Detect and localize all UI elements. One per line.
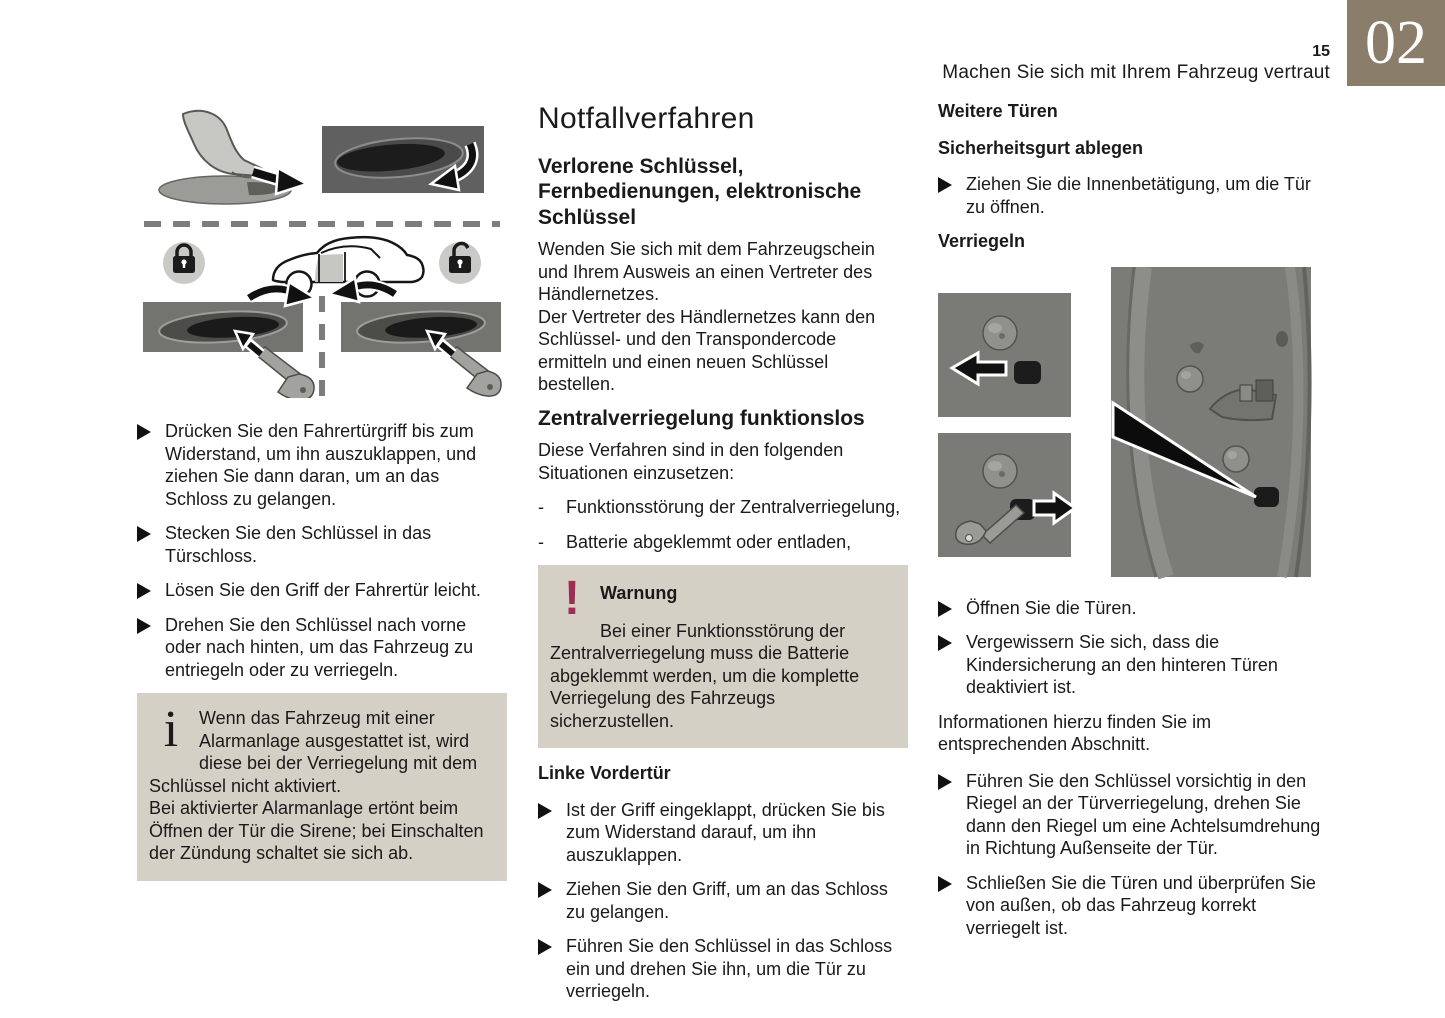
front-door-instructions (538, 799, 908, 1003)
bullet-arrow-icon (137, 420, 165, 510)
list-item (538, 496, 908, 519)
body-text: Informationen hierzu finden Sie im entsprechenden Abschnitt. (938, 711, 1212, 754)
list-item (137, 420, 507, 510)
warning-text: Bei einer Funktionsstörung der Zentralverriegelung muss die Batterie abgeklemmt werden, um die komplette Verriegelung des Fahrzeugs sicherzustellen. (550, 620, 860, 731)
list-item (538, 935, 908, 1003)
page-number: 15 (1312, 43, 1330, 60)
chapter-number: 02 (1365, 9, 1427, 77)
right-column (938, 100, 1330, 951)
check-doors-instructions (938, 597, 1330, 699)
list-item (938, 631, 1330, 699)
body-text: Der Vertreter des Händlernetzes kann den Schlüssel- und den Transpondercode ermitteln und einen neuen Schlüssel bestellen. (538, 306, 876, 395)
instruction-text: Ist der Griff eingeklappt, drücken Sie bis zum Widerstand darauf, um ihn auszuklappen. (566, 799, 885, 865)
list-item (137, 579, 507, 602)
list-item (938, 173, 1330, 218)
list-item (938, 597, 1330, 620)
instruction-text: Drehen Sie den Schlüssel nach vorne oder nach hinten, um das Fahrzeug zu entriegeln oder zu verriegeln. (165, 614, 474, 680)
bullet-arrow-icon (938, 872, 966, 940)
subsection-heading: Weitere Türen (938, 101, 1058, 121)
dash-bullet: - (538, 531, 544, 552)
list-item (538, 799, 908, 867)
plug-remove-panel-art (938, 293, 1071, 417)
open-door-instructions (938, 173, 1330, 218)
instruction-text: Öffnen Sie die Türen. (966, 597, 1137, 618)
list-item (938, 770, 1330, 860)
instruction-text: Stecken Sie den Schlüssel in das Türschloss. (165, 523, 432, 566)
bullet-arrow-icon (938, 597, 966, 620)
lock-open-icon (439, 242, 481, 284)
body-text: Wenden Sie sich mit dem Fahrzeugschein und Ihrem Ausweis an einen Vertreter des Händlernetzes. (538, 239, 875, 305)
instruction-text: Ziehen Sie den Griff, um an das Schloss zu gelangen. (566, 879, 888, 922)
list-text: Batterie abgeklemmt oder entladen, (566, 531, 852, 552)
info-text: Wenn das Fahrzeug mit einer Alarmanlage ausgestattet ist, wird diese bei der Verriegelung mit dem Schlüssel nicht aktiviert. (149, 708, 478, 796)
instruction-text: Vergewissern Sie sich, dass die Kindersicherung an den hinteren Türen deaktiviert ist. (966, 632, 1278, 697)
bullet-arrow-icon (538, 935, 566, 1003)
section-heading: Verlorene Schlüssel, Fernbedienungen, elektronische Schlüssel (538, 154, 862, 229)
subsection-heading: Linke Vordertür (538, 763, 671, 784)
bullet-arrow-icon (137, 522, 165, 567)
bullet-arrow-icon (137, 614, 165, 682)
instruction-text: Schließen Sie die Türen und überprüfen Sie von außen, ob das Fahrzeug korrekt verriegelt ist. (966, 872, 1316, 938)
subsection-heading: Verriegeln (938, 231, 1026, 251)
subsection-heading: Sicherheitsgurt ablegen (938, 137, 1144, 158)
info-box (137, 693, 507, 881)
key-turn-forward-art (143, 282, 315, 398)
lock-doors-instructions (938, 770, 1330, 940)
bullet-arrow-icon (137, 579, 165, 602)
page-title: Notfallverfahren (538, 102, 755, 135)
lock-closed-icon (163, 242, 205, 284)
instruction-text: Führen Sie den Schlüssel in das Schloss ein und drehen Sie ihn, um die Tür zu verriegeln. (566, 936, 893, 1002)
instruction-text: Führen Sie den Schlüssel vorsichtig in den Riegel an der Türverriegelung, drehen Sie dann den Riegel um eine Achtelsumdrehung in Richtung Außenseite der Tür. (966, 770, 1321, 858)
door-edge-lock-illustration (938, 267, 1330, 579)
body-text: Diese Verfahren sind in den folgenden Situationen einzusetzen: (538, 440, 844, 483)
bullet-arrow-icon (938, 173, 966, 218)
bullet-arrow-icon (538, 878, 566, 923)
info-icon: i (163, 701, 179, 758)
hand-press-handle-art (159, 111, 307, 204)
key-turn-backward-art (329, 278, 501, 396)
left-instructions (137, 420, 507, 681)
list-text: Funktionsstörung der Zentralverriegelung, (566, 497, 901, 518)
situations-list (538, 496, 908, 553)
list-item (137, 614, 507, 682)
warning-box (538, 565, 908, 748)
instruction-text: Lösen Sie den Griff der Fahrertür leicht. (165, 580, 481, 600)
warning-title: Warnung (600, 583, 678, 604)
bullet-arrow-icon (538, 799, 566, 867)
header-title: Machen Sie sich mit Ihrem Fahrzeug vertraut (942, 62, 1330, 83)
list-item (938, 872, 1330, 940)
middle-column (538, 100, 908, 1015)
left-column (137, 106, 507, 881)
chapter-tab (1347, 0, 1445, 86)
key-insert-panel-art (938, 433, 1075, 557)
instruction-text: Drücken Sie den Fahrertürgriff bis zum Widerstand, um ihn auszuklappen, und ziehen Sie dann daran, um an das Schloss zu gelangen. (165, 421, 477, 509)
dash-bullet: - (538, 497, 544, 518)
door-handle-panel-art (322, 126, 484, 193)
info-text: Bei aktivierter Alarmanlage ertönt beim Öffnen der Tür die Sirene; bei Einschalten der Zündung schaltet sie sich ab. (149, 798, 484, 863)
list-item (538, 531, 908, 554)
bullet-arrow-icon (938, 770, 966, 860)
section-heading: Zentralverriegelung funktionslos (538, 406, 865, 430)
warning-icon: ! (564, 572, 580, 626)
list-item (137, 522, 507, 567)
instruction-text: Ziehen Sie die Innenbetätigung, um die Tür zu öffnen. (966, 174, 1311, 217)
driver-door-key-unlock-illustration (137, 106, 507, 398)
bullet-arrow-icon (938, 631, 966, 699)
list-item (538, 878, 908, 923)
door-edge-panel-art (1111, 267, 1311, 577)
